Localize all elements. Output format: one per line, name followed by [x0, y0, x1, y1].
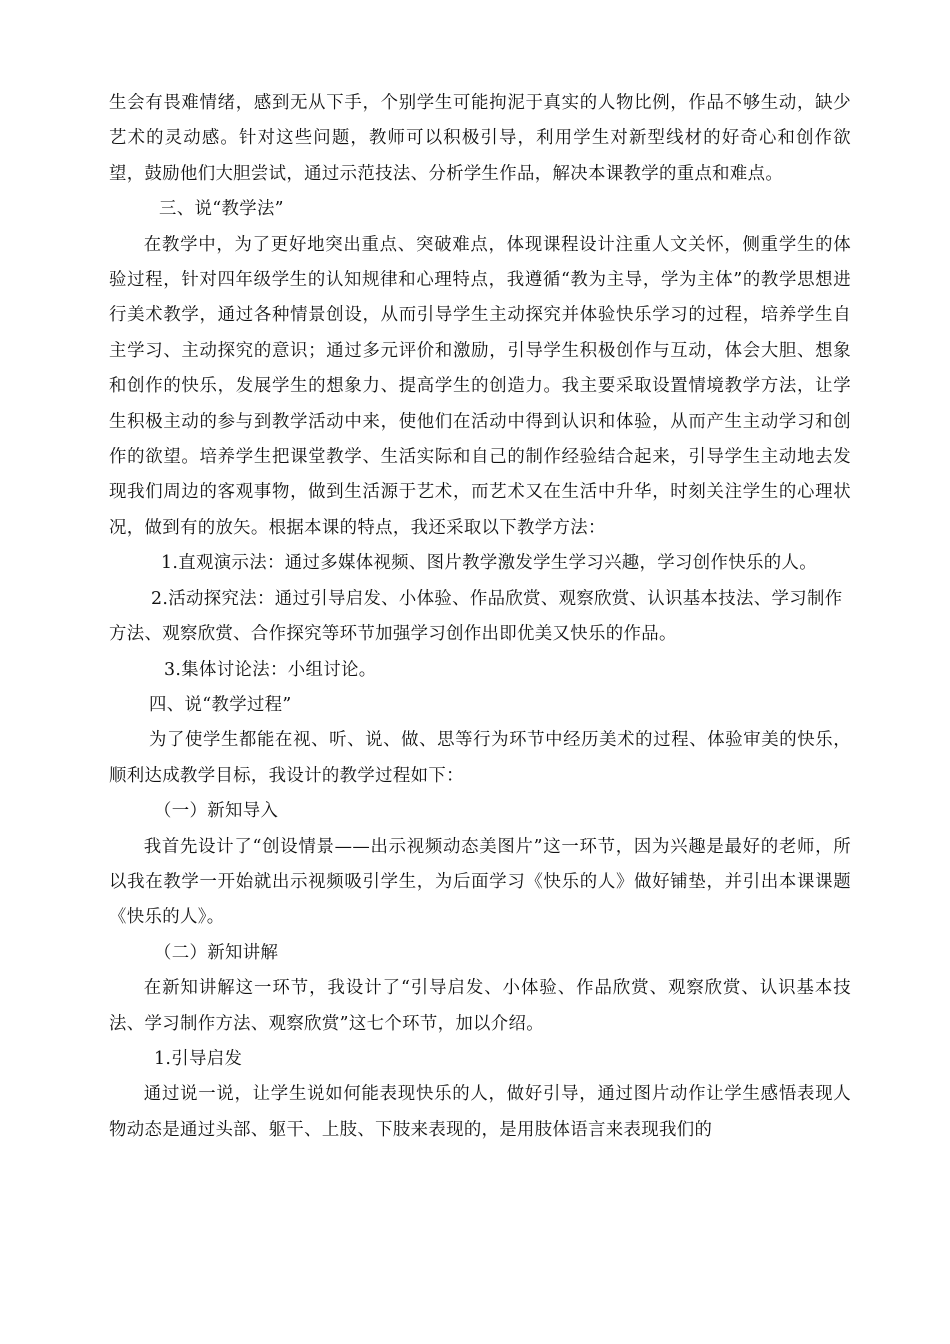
- paragraph-difficulty-analysis: 生会有畏难情绪，感到无从下手，个别学生可能拘泥于真实的人物比例，作品不够生动，缺少艺术的灵动感。针对这些问题，教师可以积极引导，利用学生对新型线材的好奇心和创作欲望，鼓励他们大胆尝试，通过示范技法、分析学生作品，解决本课教学的重点和难点。: [109, 93, 851, 184]
- method-item-3: 3.集体讨论法：小组讨论。: [164, 659, 377, 680]
- document-page: [109, 86, 851, 1148]
- heading-new-knowledge-explain: （二）新知讲解: [154, 942, 279, 963]
- method-item-2: 2.活动探究法：通过引导启发、小体验、作品欣赏、观察欣赏、认识基本技法、学习制作方法、观察欣赏、合作探究等环节加强学习创作出即优美又快乐的作品。: [109, 588, 843, 645]
- heading-teaching-process: 四、说“教学过程”: [149, 694, 292, 715]
- paragraph-teaching-method: 在教学中，为了更好地突出重点、突破难点，体现课程设计注重人文关怀，侧重学生的体验过程，针对四年级学生的认知规律和心理特点，我遵循“教为主导，学为主体”的教学思想进行美术教学，通过各种情景创设，从而引导学生主动探究并体验快乐学习的过程，培养学生自主学习、主动探究的意识；通过多元评价和激励，引导学生积极创作与互动，体会大胆、想象和创作的快乐，发展学生的想象力、提高学生的创造力。我主要采取设置情境教学方法，让学生积极主动的参与到教学活动中来，使他们在活动中得到认识和体验，从而产生主动学习和创作的欲望。培养学生把课堂教学、生活实际和自己的制作经验结合起来，引导学生主动地去发现我们周边的客观事物，做到生活源于艺术，而艺术又在生活中升华，时刻关注学生的心理状况，做到有的放矢。根据本课的特点，我还采取以下教学方法：: [109, 234, 851, 538]
- method-item-1: 1.直观演示法：通过多媒体视频、图片教学激发学生学习兴趣，学习创作快乐的人。: [161, 553, 817, 574]
- paragraph-new-knowledge-explain: 在新知讲解这一环节，我设计了“引导启发、小体验、作品欣赏、观察欣赏、认识基本技法、学习制作方法、观察欣赏”这七个环节，加以介绍。: [109, 978, 851, 1034]
- paragraph-process-intro: 为了使学生都能在视、听、说、做、思等行为环节中经历美术的过程、体验审美的快乐，顺利达成教学目标，我设计的教学过程如下：: [109, 730, 851, 786]
- heading-new-knowledge-intro: （一）新知导入: [154, 801, 279, 822]
- paragraph-guide-inspire: 通过说一说，让学生说如何能表现快乐的人，做好引导，通过图片动作让学生感悟表现人物动态是通过头部、躯干、上肢、下肢来表现的，是用肢体语言来表现我们的: [109, 1084, 851, 1140]
- paragraph-new-knowledge-intro: 我首先设计了“创设情景——出示视频动态美图片”这一环节，因为兴趣是最好的老师，所以我在教学一开始就出示视频吸引学生，为后面学习《快乐的人》做好铺垫，并引出本课课题《快乐的人》。: [109, 836, 851, 928]
- heading-guide-inspire: 1.引导启发: [154, 1048, 243, 1069]
- heading-teaching-method: 三、说“教学法”: [159, 199, 284, 220]
